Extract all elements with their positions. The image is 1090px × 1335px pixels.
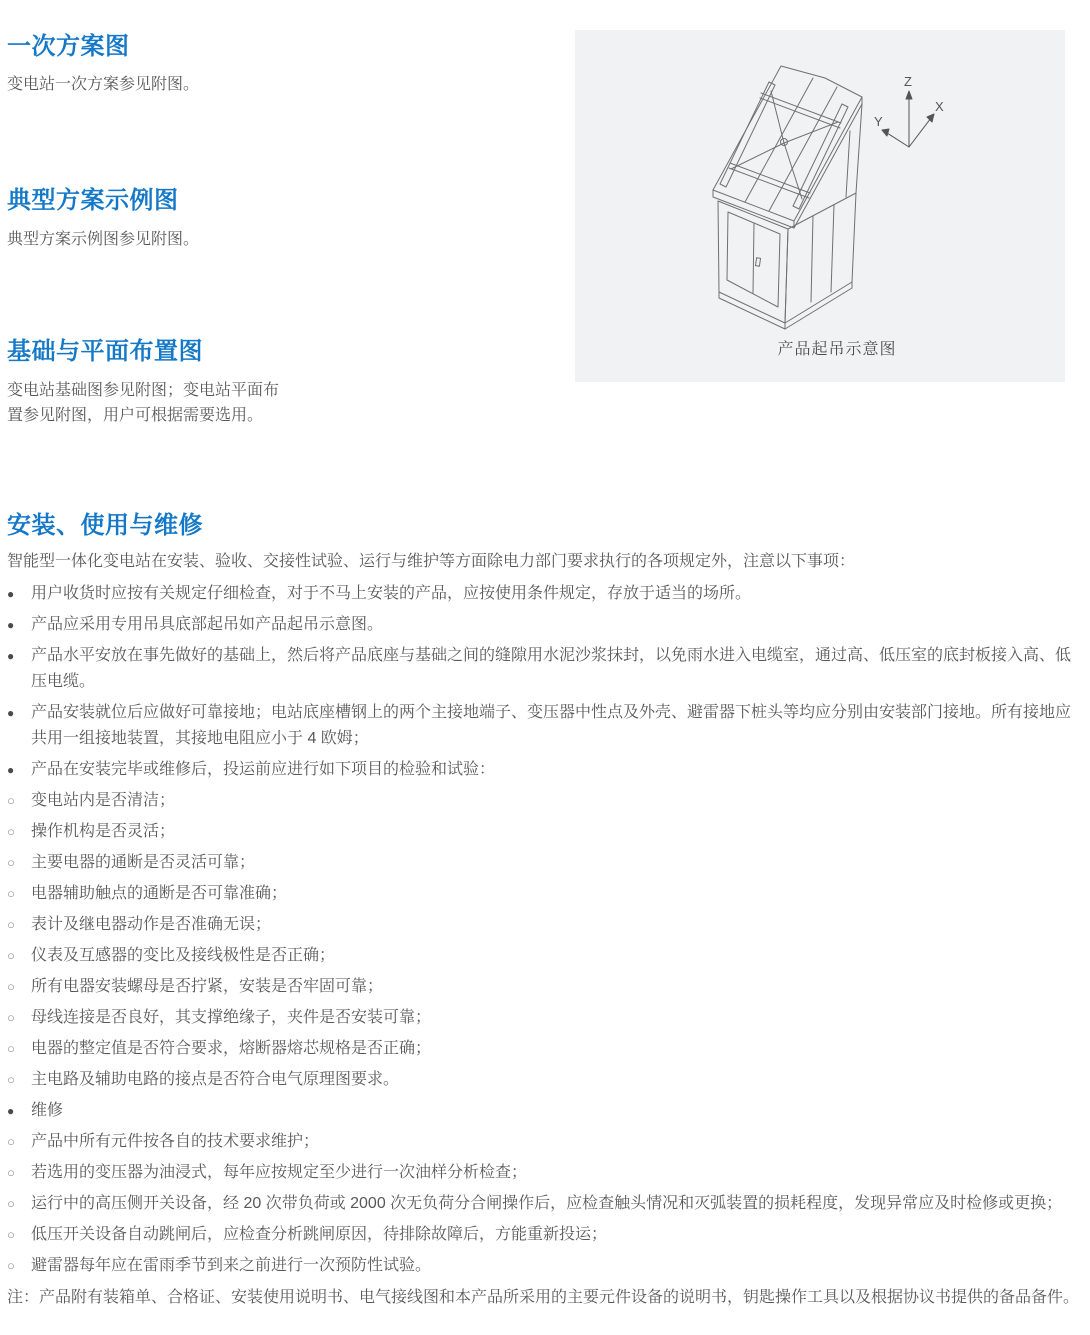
- filled-bullet-icon: ●: [7, 649, 15, 663]
- lifting-figure-panel: [575, 30, 1065, 382]
- check-item: [7, 850, 1082, 876]
- hollow-bullet-icon: ○: [7, 1227, 15, 1242]
- check-item: [7, 912, 1082, 938]
- hollow-bullet-icon: ○: [7, 1072, 15, 1087]
- bullet-item: [7, 757, 1082, 783]
- check-item: [7, 881, 1082, 907]
- hollow-bullet-icon: ○: [7, 886, 15, 901]
- cabinet-right-face: [785, 193, 856, 323]
- section-body: 典型方案示例图参见附图。: [7, 231, 200, 248]
- filled-bullet-icon: ●: [7, 763, 15, 777]
- bullet-item: [7, 643, 1082, 695]
- section-body: 变电站基础图参见附图；变电站平面布置参见附图，用户可根据需要选用。: [7, 382, 280, 424]
- item-text: 操作机构是否灵活；: [31, 823, 176, 840]
- item-text: 产品中所有元件按各自的技术要求维护；: [31, 1133, 320, 1150]
- section-body: 变电站一次方案参见附图。: [7, 76, 200, 93]
- check-item: [7, 819, 1082, 845]
- hollow-bullet-icon: ○: [7, 1196, 15, 1211]
- axis-z-label: Z: [904, 74, 912, 89]
- item-text: 所有电器安装螺母是否拧紧，安装是否牢固可靠；: [31, 978, 384, 995]
- item-text: 仪表及互感器的变比及接线极性是否正确；: [31, 947, 336, 964]
- bullet-item: [7, 581, 1082, 607]
- hollow-bullet-icon: ○: [7, 948, 15, 963]
- item-text: 用户收货时应按有关规定仔细检查，对于不马上安装的产品，应按使用条件规定，存放于适当的场所。: [31, 585, 752, 602]
- item-text: 维修: [31, 1102, 64, 1119]
- item-text: 电器的整定值是否符合要求，熔断器熔芯规格是否正确；: [31, 1040, 432, 1057]
- check-item: [7, 1222, 1082, 1248]
- check-item: [7, 1067, 1082, 1093]
- item-text: 运行中的高压侧开关设备，经 20 次带负荷或 2000 次无负荷分合闸操作后，应检查触头情况和灭弧装置的损耗程度，发现异常应及时检修或更换；: [31, 1195, 1063, 1212]
- hollow-bullet-icon: ○: [7, 917, 15, 932]
- install-checklist: [7, 581, 1082, 1279]
- check-item: [7, 1129, 1082, 1155]
- item-text: 低压开关设备自动跳闸后，应检查分析跳闸原因，待排除故障后，方能重新投运；: [31, 1226, 608, 1243]
- filled-bullet-icon: ●: [7, 706, 15, 720]
- hollow-bullet-icon: ○: [7, 1134, 15, 1149]
- axis-x-label: X: [935, 99, 944, 114]
- check-item: [7, 943, 1082, 969]
- section-heading: 基础与平面布置图: [7, 338, 203, 365]
- check-item: [7, 1005, 1082, 1031]
- item-text: 若选用的变压器为油浸式，每年应按规定至少进行一次油样分析检查；: [31, 1164, 528, 1181]
- hollow-bullet-icon: ○: [7, 1041, 15, 1056]
- item-text: 产品在安装完毕或维修后，投运前应进行如下项目的检验和试验：: [31, 761, 496, 778]
- check-item: [7, 1253, 1082, 1279]
- check-item: [7, 974, 1082, 1000]
- item-text: 主要电器的通断是否灵活可靠；: [31, 854, 256, 871]
- item-text: 产品水平安放在事先做好的基础上，然后将产品底座与基础之间的缝隙用水泥沙浆抹封，以免雨水进入电缆室，通过高、低压室的底封板接入高、低压电缆。: [31, 647, 1072, 690]
- page-title: 一次方案图: [7, 33, 130, 60]
- hollow-bullet-icon: ○: [7, 1258, 15, 1273]
- hollow-bullet-icon: ○: [7, 1165, 15, 1180]
- item-text: 表计及继电器动作是否准确无误；: [31, 916, 272, 933]
- item-text: 电器辅助触点的通断是否可靠准确；: [31, 885, 288, 902]
- hollow-bullet-icon: ○: [7, 979, 15, 994]
- figure-caption: 产品起吊示意图: [777, 341, 897, 358]
- hollow-bullet-icon: ○: [7, 1010, 15, 1025]
- check-item: [7, 788, 1082, 814]
- bullet-item: [7, 612, 1082, 638]
- install-section-heading: 安装、使用与维修: [7, 512, 203, 539]
- filled-bullet-icon: ●: [7, 618, 15, 632]
- install-note: 注：产品附有装箱单、合格证、安装使用说明书、电气接线图和本产品所采用的主要元件设备的说明书，钥匙操作工具以及根据协议书提供的备品备件。: [7, 1289, 1080, 1306]
- axis-y-label: Y: [874, 114, 883, 129]
- item-text: 产品安装就位后应做好可靠接地；电站底座槽钢上的两个主接地端子、变压器中性点及外壳、避雷器下桩头等均应分别由安装部门接地。所有接地应共用一组接地装置，其接地电阻应小于 4 欧姆；: [31, 704, 1072, 747]
- section-heading: 典型方案示例图: [7, 187, 179, 214]
- install-section: [7, 549, 1082, 1311]
- bullet-item: [7, 1098, 1082, 1124]
- filled-bullet-icon: ●: [7, 1104, 15, 1118]
- check-item: [7, 1160, 1082, 1186]
- hollow-bullet-icon: ○: [7, 793, 15, 808]
- hollow-bullet-icon: ○: [7, 855, 15, 870]
- substation-lifting-diagram: [575, 30, 1065, 382]
- item-text: 母线连接是否良好，其支撑绝缘子，夹件是否安装可靠；: [31, 1009, 432, 1026]
- item-text: 产品应采用专用吊具底部起吊如产品起吊示意图。: [31, 616, 384, 633]
- bullet-item: [7, 700, 1082, 752]
- install-intro: 智能型一体化变电站在安装、验收、交接性试验、运行与维护等方面除电力部门要求执行的各项规定外，注意以下事项：: [7, 553, 856, 570]
- check-item: [7, 1191, 1082, 1217]
- filled-bullet-icon: ●: [7, 587, 15, 601]
- check-item: [7, 1036, 1082, 1062]
- axis-indicator: [882, 91, 934, 147]
- item-text: 变电站内是否清洁；: [31, 792, 176, 809]
- item-text: 主电路及辅助电路的接点是否符合电气原理图要求。: [31, 1071, 400, 1088]
- item-text: 避雷器每年应在雷雨季节到来之前进行一次预防性试验。: [31, 1257, 432, 1274]
- hollow-bullet-icon: ○: [7, 824, 15, 839]
